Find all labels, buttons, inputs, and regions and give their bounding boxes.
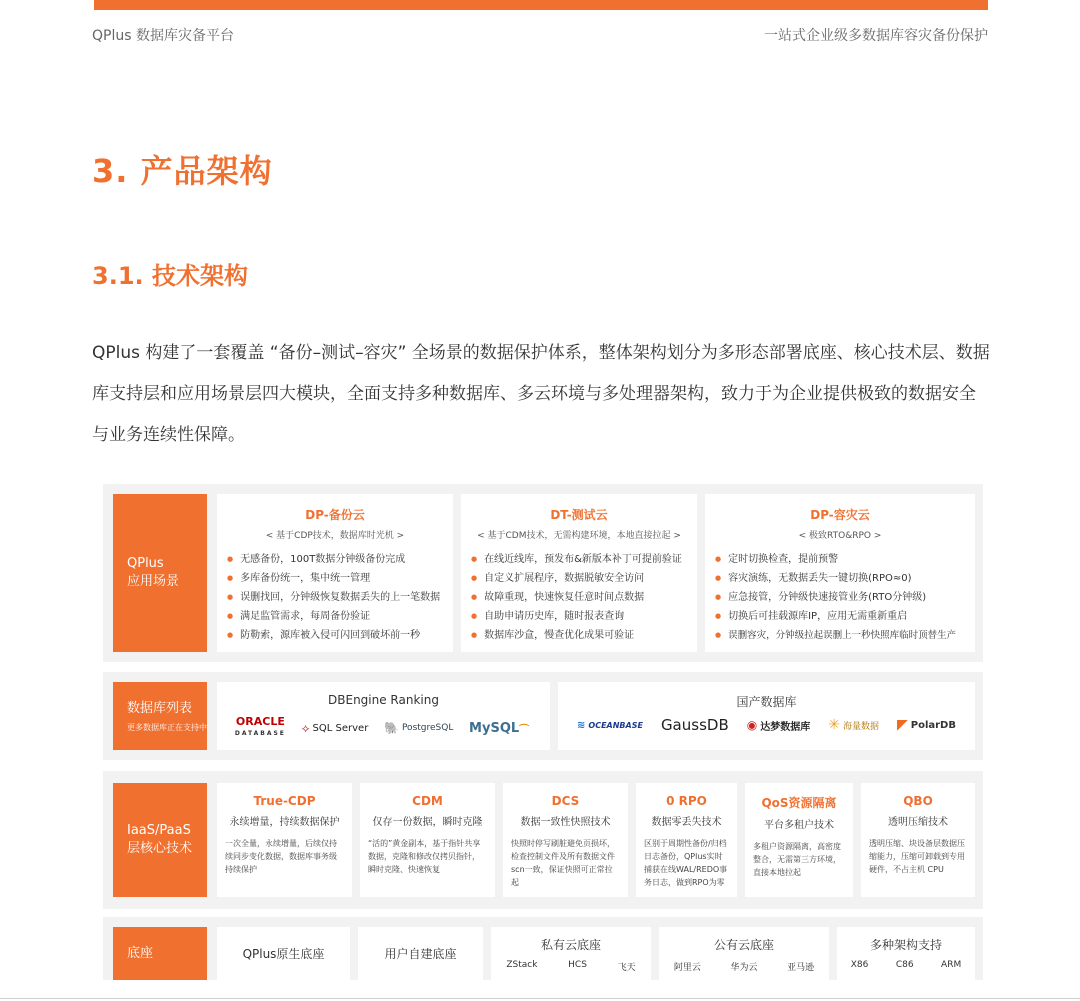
wave-icon: ≋ <box>577 719 586 731</box>
list-item: ARM <box>941 960 962 970</box>
core-subtitle: 平台多租户技术 <box>764 820 834 831</box>
base-card-public-cloud <box>659 927 829 980</box>
domestic-logos <box>558 716 975 734</box>
core-description: 快照时停写刷脏避免页损坏，检查控制文件及所有数据文件scn一致，保证快照可正常拉起 <box>511 839 615 887</box>
postgresql-logo <box>384 721 453 735</box>
core-subtitle: 透明压缩技术 <box>888 817 948 828</box>
core-title: True-CDP <box>253 794 316 808</box>
subsection-heading: 3.1. 技术架构 <box>92 262 248 290</box>
list-item: 亚马逊 <box>787 963 815 973</box>
list-item: ● 自助申请历史库，随时报表查询 <box>471 607 697 626</box>
core-card-truecdp <box>217 783 352 897</box>
polardb-icon: ◤ <box>896 717 908 733</box>
star-icon: ✳ <box>828 717 840 733</box>
base-title: QPlus原生底座 <box>242 947 325 961</box>
oracle-logo-subtext: DATABASE <box>234 730 286 737</box>
scene-feature-list <box>705 550 975 645</box>
scenes-band <box>103 484 983 662</box>
base-title: 公有云底座 <box>713 938 774 952</box>
core-card-dcs <box>503 783 628 897</box>
top-accent-bar <box>94 0 988 10</box>
core-title: QBO <box>903 794 933 808</box>
vastdata-logo-text: 海量数据 <box>842 721 879 732</box>
core-description: 一次全量，永续增量，后续仅持续同步变化数据，数据库事务级持续保护 <box>225 839 337 874</box>
core-subtitle: 永续增量，持续数据保护 <box>229 817 340 828</box>
base-card-self-built <box>358 927 483 980</box>
list-item: ● 满足监管需求，每周备份验证 <box>227 607 453 626</box>
base-band-label-text: 底座 <box>127 945 154 961</box>
architecture-diagram <box>103 484 983 980</box>
list-item: C86 <box>895 960 914 970</box>
core-description: 多租户资源隔离，高密度整合，无需第三方环境，直接本地拉起 <box>753 842 841 877</box>
scene-feature-list <box>217 550 453 645</box>
sqlserver-logo-text: SQL Server <box>312 722 369 734</box>
scene-card-dr <box>705 494 975 652</box>
dbengine-ranking-card <box>217 682 550 750</box>
base-band-label <box>113 927 207 980</box>
dameng-logo-text: 达梦数据库 <box>760 721 811 733</box>
db-band-label-text: 数据库列表 <box>127 700 193 716</box>
scene-title: DP-备份云 <box>305 508 365 522</box>
list-item: ● 定时切换检查，提前预警 <box>715 550 975 569</box>
core-description: 透明压缩、块设备层数据压缩能力，压缩可卸载到专用硬件，不占主机 CPU <box>869 839 965 874</box>
polardb-logo-text: PolarDB <box>910 719 956 731</box>
list-item: ● 容灾演练，无数据丢失一键切换(RPO≈0) <box>715 569 975 588</box>
section-heading: 3. 产品架构 <box>92 152 273 190</box>
gaussdb-logo <box>661 716 729 734</box>
list-item: ● 数据库沙盒，慢查优化成果可验证 <box>471 626 697 645</box>
list-item: ● 误删找回，分钟级恢复数据丢失的上一笔数据 <box>227 588 453 607</box>
page-bottom-divider <box>0 998 1080 999</box>
db-band-label <box>113 682 207 750</box>
postgresql-logo-text: PostgreSQL <box>401 723 454 733</box>
base-title: 用户自建底座 <box>384 947 457 961</box>
base-items <box>491 960 651 973</box>
scene-card-backup <box>217 494 453 652</box>
dameng-logo <box>747 718 810 733</box>
scene-subtitle: < 基于CDP技术，数据库时光机 > <box>265 531 405 541</box>
domestic-db-card <box>558 682 975 750</box>
scenes-band-label-text: QPlus 应用场景 <box>127 556 180 589</box>
list-item: ● 误删容灾，分钟级拉起误删上一秒快照库临时顶替生产 <box>715 626 975 645</box>
domestic-db-title: 国产数据库 <box>736 695 797 709</box>
sqlserver-logo <box>302 721 369 736</box>
oracle-logo-text: ORACLE <box>235 715 285 728</box>
core-description: 区别于周期性备份/归档日志备份，QPlus实时捕获在线WAL/REDO事务日志，做到RPO为零 <box>644 839 728 887</box>
list-item: 阿里云 <box>673 963 701 973</box>
header-product-name: QPlus 数据库灾备平台 <box>92 28 234 44</box>
base-items <box>659 960 829 973</box>
list-item: HCS <box>568 960 587 970</box>
list-item: ● 切换后可挂载源库IP，应用无需重新重启 <box>715 607 975 626</box>
scene-feature-list <box>461 550 697 645</box>
ranking-logos <box>217 716 550 740</box>
core-band-label-text: IaaS/PaaS 层核心技术 <box>127 823 193 856</box>
core-tech-band <box>103 771 983 909</box>
header-tagline: 一站式企业级多数据库容灾备份保护 <box>764 28 988 44</box>
list-item: X86 <box>850 960 869 970</box>
list-item: ● 多库备份统一，集中统一管理 <box>227 569 453 588</box>
list-item: ● 防勒索，源库被入侵可闪回到破坏前一秒 <box>227 626 453 645</box>
db-band <box>103 672 983 760</box>
core-description: “活的”黄金副本，基于指针共享数据，克隆和修改仅拷贝指针，瞬时克隆、快速恢复 <box>368 839 481 874</box>
dbengine-ranking-title: DBEngine Ranking <box>328 693 439 707</box>
core-card-cdm <box>360 783 495 897</box>
scene-title: DT-测试云 <box>550 508 608 522</box>
vastdata-logo <box>828 717 879 733</box>
core-subtitle: 仅存一份数据，瞬时克隆 <box>372 817 483 828</box>
core-title: 0 RPO <box>666 794 707 808</box>
list-item: ● 故障重现，快速恢复任意时间点数据 <box>471 588 697 607</box>
list-item: ● 自定义扩展程序，数据脱敏安全访问 <box>471 569 697 588</box>
swirl-icon: ◉ <box>746 718 758 732</box>
polardb-logo <box>897 717 956 733</box>
core-subtitle: 数据一致性快照技术 <box>520 817 611 828</box>
base-title: 多种架构支持 <box>869 938 942 952</box>
core-card-qos <box>745 783 853 897</box>
base-card-native <box>217 927 350 980</box>
core-title: DCS <box>551 794 580 808</box>
core-title: CDM <box>412 794 443 808</box>
core-card-0rpo <box>636 783 737 897</box>
scene-subtitle: < 基于CDM技术，无需构建环境，本地直接拉起 > <box>477 531 681 541</box>
base-band <box>103 917 983 980</box>
oceanbase-logo-text: OCEANBASE <box>588 720 643 730</box>
sqlserver-icon: ⟡ <box>301 720 310 735</box>
scenes-band-label <box>113 494 207 652</box>
scene-card-test <box>461 494 697 652</box>
core-band-label <box>113 783 207 897</box>
core-subtitle: 数据零丢失技术 <box>651 817 722 828</box>
list-item: ● 无感备份，100T数据分钟级备份完成 <box>227 550 453 569</box>
mysql-logo-text: MySQL <box>469 720 520 736</box>
dolphin-icon: ⌒ <box>519 724 530 736</box>
oracle-logo <box>235 716 286 740</box>
core-title: QoS资源隔离 <box>761 796 837 810</box>
list-item: ● 在线近线库，预发布&新版本补丁可提前验证 <box>471 550 697 569</box>
list-item: 飞天 <box>617 963 636 973</box>
db-band-sublabel: 更多数据库正在支持中 <box>127 722 207 732</box>
base-card-private-cloud <box>491 927 651 980</box>
core-card-qbo <box>861 783 975 897</box>
gaussdb-logo-text: GaussDB <box>660 716 729 734</box>
base-title: 私有云底座 <box>540 938 601 952</box>
list-item: ZStack <box>506 960 538 970</box>
intro-paragraph: QPlus 构建了一套覆盖 “备份–测试–容灾” 全场景的数据保护体系，整体架构划分为多形态部署底座、核心技术层、数据库支持层和应用场景层四大模块，全面支持多种数据库、多云环境与多处理器架构，致力于为企业提供极致的数据安全与业务连续性保障。 <box>92 343 990 445</box>
elephant-icon: 🐘 <box>384 721 399 735</box>
mysql-logo <box>469 721 532 736</box>
oceanbase-logo <box>577 720 643 731</box>
base-items <box>837 960 975 970</box>
base-card-architectures <box>837 927 975 980</box>
scene-title: DP-容灾云 <box>810 508 870 522</box>
list-item: 华为云 <box>730 963 758 973</box>
scene-subtitle: < 极致RTO&RPO > <box>798 531 882 541</box>
list-item: ● 应急接管，分钟级快速接管业务(RTO分钟级) <box>715 588 975 607</box>
